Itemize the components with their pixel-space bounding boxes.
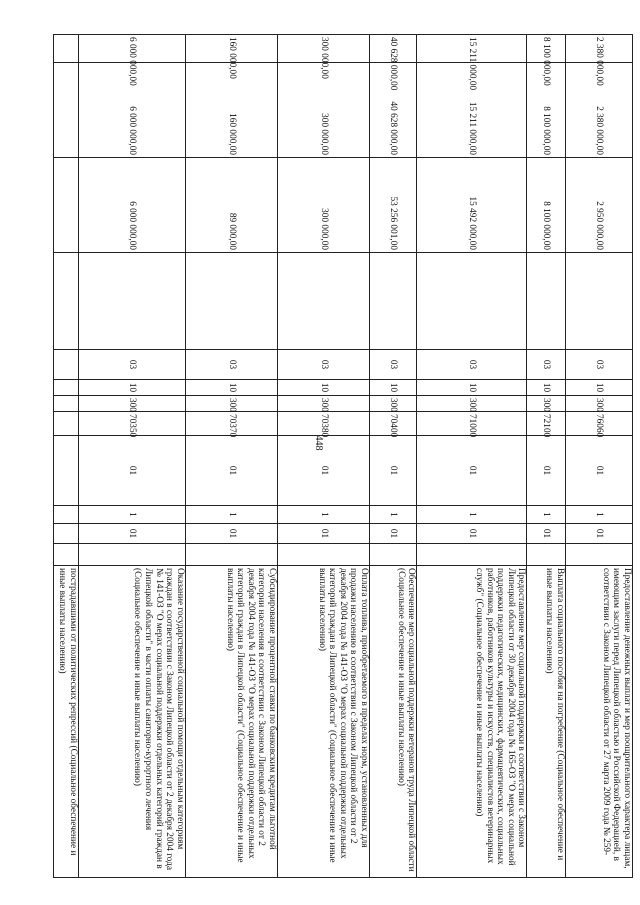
row-description: Субсидирование процентной ставки по банковским кредитам льготной категории населения в соответствии с Законом Липецкой области от 2 декабря 2004 года № 141-ОЗ "О мерах социальной поддержки отдельных категорий граждан в Липецкой области" (Социальное обеспечение и иные выплаты населению) <box>185 566 277 878</box>
code-direction: 70380 <box>277 412 369 436</box>
value-2024: 6 000 000,00 <box>78 158 185 253</box>
code-subprogram: 1 <box>565 506 632 524</box>
code-subsection: 03 <box>277 350 369 380</box>
row-description: Оплата топлива, приобретаемого в пределах норм, установленных для продажи населению в соответствии с Законом Липецкой области от 2 декабря 2004 года № 141-ОЗ "О мерах социальной поддержки отдельных категорий граждан в Липецкой области" (Социальное обеспечение и иные выплаты населению) <box>277 566 369 878</box>
code-expense-type: 300 <box>185 396 277 412</box>
code-subsection: 03 <box>185 350 277 380</box>
code-blank <box>565 253 632 350</box>
code-subprogram: 1 <box>417 506 527 524</box>
code-empty <box>527 544 565 566</box>
code-program: 01 <box>527 524 565 544</box>
code-expense-type: 300 <box>78 396 185 412</box>
code-expense-type: 300 <box>417 396 527 412</box>
value-2024: 89 000,00 <box>185 158 277 253</box>
code-blank <box>527 253 565 350</box>
code-empty <box>370 544 417 566</box>
code-subprogram: 1 <box>527 506 565 524</box>
code-main-event: 01 <box>565 436 632 506</box>
code-main-event: 01 <box>78 436 185 506</box>
value-2025: 2 380 000,00 <box>565 63 632 158</box>
page-number: 448 <box>313 435 324 451</box>
row-description: Оказание государственной социальной помощи отдельным категориям граждан в соответствии с Законом Липецкой области от 2 декабря 2004 года № 141-ОЗ "О мерах социальной поддержки отдельных категорий граждан в Липецкой области" в части оплаты санаторно-курортного лечения (Социальное обеспечение и иные выплаты населению) <box>78 566 185 878</box>
code-section: 10 <box>527 380 565 396</box>
code-blank <box>78 253 185 350</box>
code-subprogram: 1 <box>277 506 369 524</box>
value-2025 <box>54 63 79 158</box>
table-row <box>527 35 565 878</box>
value-2025: 15 211 000,00 <box>417 63 527 158</box>
code-subsection: 03 <box>527 350 565 380</box>
code-direction: 70350 <box>78 412 185 436</box>
value-2024 <box>54 158 79 253</box>
code-program: 01 <box>565 524 632 544</box>
code-section: 10 <box>370 380 417 396</box>
code-subprogram <box>54 506 79 524</box>
budget-table <box>53 34 633 878</box>
value-2026: 2 380 000,00 <box>565 35 632 63</box>
code-main-event: 01 <box>527 436 565 506</box>
table-row <box>185 35 277 878</box>
code-program: 01 <box>277 524 369 544</box>
code-section: 10 <box>565 380 632 396</box>
value-2024: 53 256 001,00 <box>370 158 417 253</box>
code-subprogram: 1 <box>78 506 185 524</box>
value-2025: 8 100 000,00 <box>527 63 565 158</box>
code-subsection: 03 <box>417 350 527 380</box>
code-main-event: 01 <box>417 436 527 506</box>
code-expense-type <box>54 396 79 412</box>
code-program <box>54 524 79 544</box>
value-2025: 40 628 000,00 <box>370 63 417 158</box>
code-section: 10 <box>417 380 527 396</box>
code-empty <box>277 544 369 566</box>
code-blank <box>370 253 417 350</box>
code-section: 10 <box>277 380 369 396</box>
code-main-event <box>54 436 79 506</box>
row-description: пострадавшими от политических репрессий (Социальное обеспечение и иные выплаты населению) <box>54 566 79 878</box>
value-2026: 8 100 000,00 <box>527 35 565 63</box>
code-empty <box>417 544 527 566</box>
code-expense-type: 300 <box>277 396 369 412</box>
value-2026: 300 000,00 <box>277 35 369 63</box>
budget-table-sheet <box>53 34 633 877</box>
code-main-event: 01 <box>370 436 417 506</box>
code-blank <box>185 253 277 350</box>
code-subsection: 03 <box>78 350 185 380</box>
code-program: 01 <box>185 524 277 544</box>
code-subprogram: 1 <box>185 506 277 524</box>
value-2025: 300 000,00 <box>277 63 369 158</box>
value-2024: 2 950 000,00 <box>565 158 632 253</box>
row-description: Предоставление мер социальной поддержки в соответствии с Законом Липецкой области от 30 декабря 2004 года № 165-ОЗ "О мерах социальной поддержки педагогических, медицинских, фармацевтических, социальных работников, работников культуры и искусств, специалистов ветеринарных служб" (Социальное обеспечение и иные выплаты населению) <box>417 566 527 878</box>
value-2024: 300 000,00 <box>277 158 369 253</box>
code-direction: 76060 <box>565 412 632 436</box>
code-program: 01 <box>78 524 185 544</box>
code-subsection: 03 <box>565 350 632 380</box>
code-subsection: 03 <box>370 350 417 380</box>
table-row <box>370 35 417 878</box>
table-row <box>277 35 369 878</box>
table-row <box>565 35 632 878</box>
code-blank <box>54 253 79 350</box>
code-subsection <box>54 350 79 380</box>
code-main-event: 01 <box>185 436 277 506</box>
value-2025: 160 000,00 <box>185 63 277 158</box>
code-direction: 70370 <box>185 412 277 436</box>
code-subprogram: 1 <box>370 506 417 524</box>
code-main-event: 01 <box>277 436 369 506</box>
code-blank <box>417 253 527 350</box>
code-expense-type: 300 <box>565 396 632 412</box>
value-2024: 15 492 000,00 <box>417 158 527 253</box>
code-direction: 70400 <box>370 412 417 436</box>
code-expense-type: 300 <box>370 396 417 412</box>
value-2026: 15 211 000,00 <box>417 35 527 63</box>
code-section <box>54 380 79 396</box>
row-description: Обеспечение мер социальной поддержки ветеранов труда Липецкой области (Социальное обеспечение и иные выплаты населению) <box>370 566 417 878</box>
code-section: 10 <box>185 380 277 396</box>
code-empty <box>565 544 632 566</box>
code-expense-type: 300 <box>527 396 565 412</box>
value-2026: 40 628 000,00 <box>370 35 417 63</box>
code-program: 01 <box>370 524 417 544</box>
code-direction <box>54 412 79 436</box>
value-2025: 6 000 000,00 <box>78 63 185 158</box>
row-description: Предоставление денежных выплат и мер поощрительного характера лицам, имеющим заслуги перед Липецкой областью и Российской Федерацией, в соответствии с Законом Липецкой области от 27 марта 2009 года № 259- <box>565 566 632 878</box>
value-2026: 6 000 000,00 <box>78 35 185 63</box>
table-row <box>417 35 527 878</box>
code-empty <box>54 544 79 566</box>
table-row <box>78 35 185 878</box>
code-section: 10 <box>78 380 185 396</box>
code-empty <box>78 544 185 566</box>
value-2026 <box>54 35 79 63</box>
row-description: Выплата социального пособия на погребение (Социальное обеспечение и иные выплаты населению) <box>527 566 565 878</box>
code-empty <box>185 544 277 566</box>
code-program: 01 <box>417 524 527 544</box>
table-row <box>54 35 79 878</box>
code-direction: 71000 <box>417 412 527 436</box>
value-2024: 8 100 000,00 <box>527 158 565 253</box>
value-2026: 160 000,00 <box>185 35 277 63</box>
code-blank <box>277 253 369 350</box>
code-direction: 72100 <box>527 412 565 436</box>
